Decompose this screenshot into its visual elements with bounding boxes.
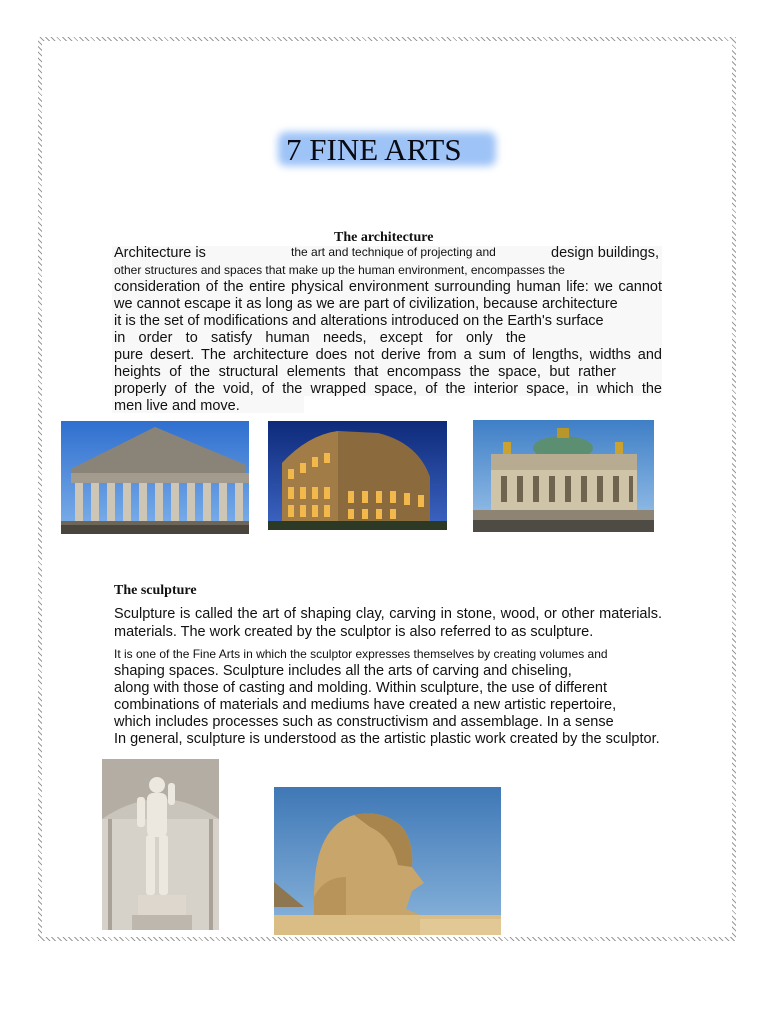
architecture-line-1b: the art and technique of projecting and [291,245,496,259]
architecture-line-8: heights of the structural elements that encompass the space, but rather [114,364,616,380]
page-title: 7 FINE ARTS [286,132,462,167]
colosseum-photo [268,421,447,530]
sculpture-line-5: along with those of casting and molding. Within sculpture, the use of different [114,680,608,696]
david-statue-photo [102,759,219,930]
architecture-line-3: consideration of the entire physical environment surrounding human life: we cannot [114,279,662,295]
architecture-line-9: properly of the void, of the wrapped space, of the interior space, in which the [114,381,662,397]
architecture-line-7: pure desert. The architecture does not derive from a sum of lengths, widths and [114,347,662,363]
opera-garnier-photo [473,420,654,532]
sculpture-line-1: Sculpture is called the art of shaping clay, carving in stone, wood, or other materials. [114,606,662,622]
sculpture-line-2: materials. The work created by the sculptor is also referred to as sculpture. [114,624,594,640]
sphinx-photo [274,787,501,935]
title-block [278,130,498,170]
sculpture-line-8: In general, sculpture is understood as the artistic plastic work created by the sculptor. [114,731,660,747]
architecture-line-2: other structures and spaces that make up the human environment, encompasses the [114,263,565,277]
sculpture-paragraph [114,606,662,748]
architecture-line-5: it is the set of modifications and alterations introduced on the Earth's surface [114,313,604,329]
architecture-line-1c: design buildings, [551,245,660,261]
architecture-line-6: in order to satisfy human needs, except for only the [114,330,526,346]
architecture-heading: The architecture [334,230,434,245]
architecture-line-1a: Architecture is [114,245,206,261]
sculpture-line-4: shaping spaces. Sculpture includes all the arts of carving and chiseling, [114,663,572,679]
sculpture-heading: The sculpture [114,583,197,598]
architecture-line-4: we cannot escape it as long as we are part of civilization, because architecture [114,296,618,312]
architecture-first-line [114,245,662,262]
parthenon-photo [61,421,249,534]
architecture-paragraph [114,245,662,415]
sculpture-line-7: which includes processes such as constructivism and assemblage. In a sense [114,714,614,730]
sculpture-line-6: combinations of materials and mediums have created a new artistic repertoire, [114,697,617,713]
architecture-line-10: men live and move. [114,398,240,414]
sculpture-line-3: It is one of the Fine Arts in which the sculptor expresses themselves by creating volumes and [114,647,608,661]
